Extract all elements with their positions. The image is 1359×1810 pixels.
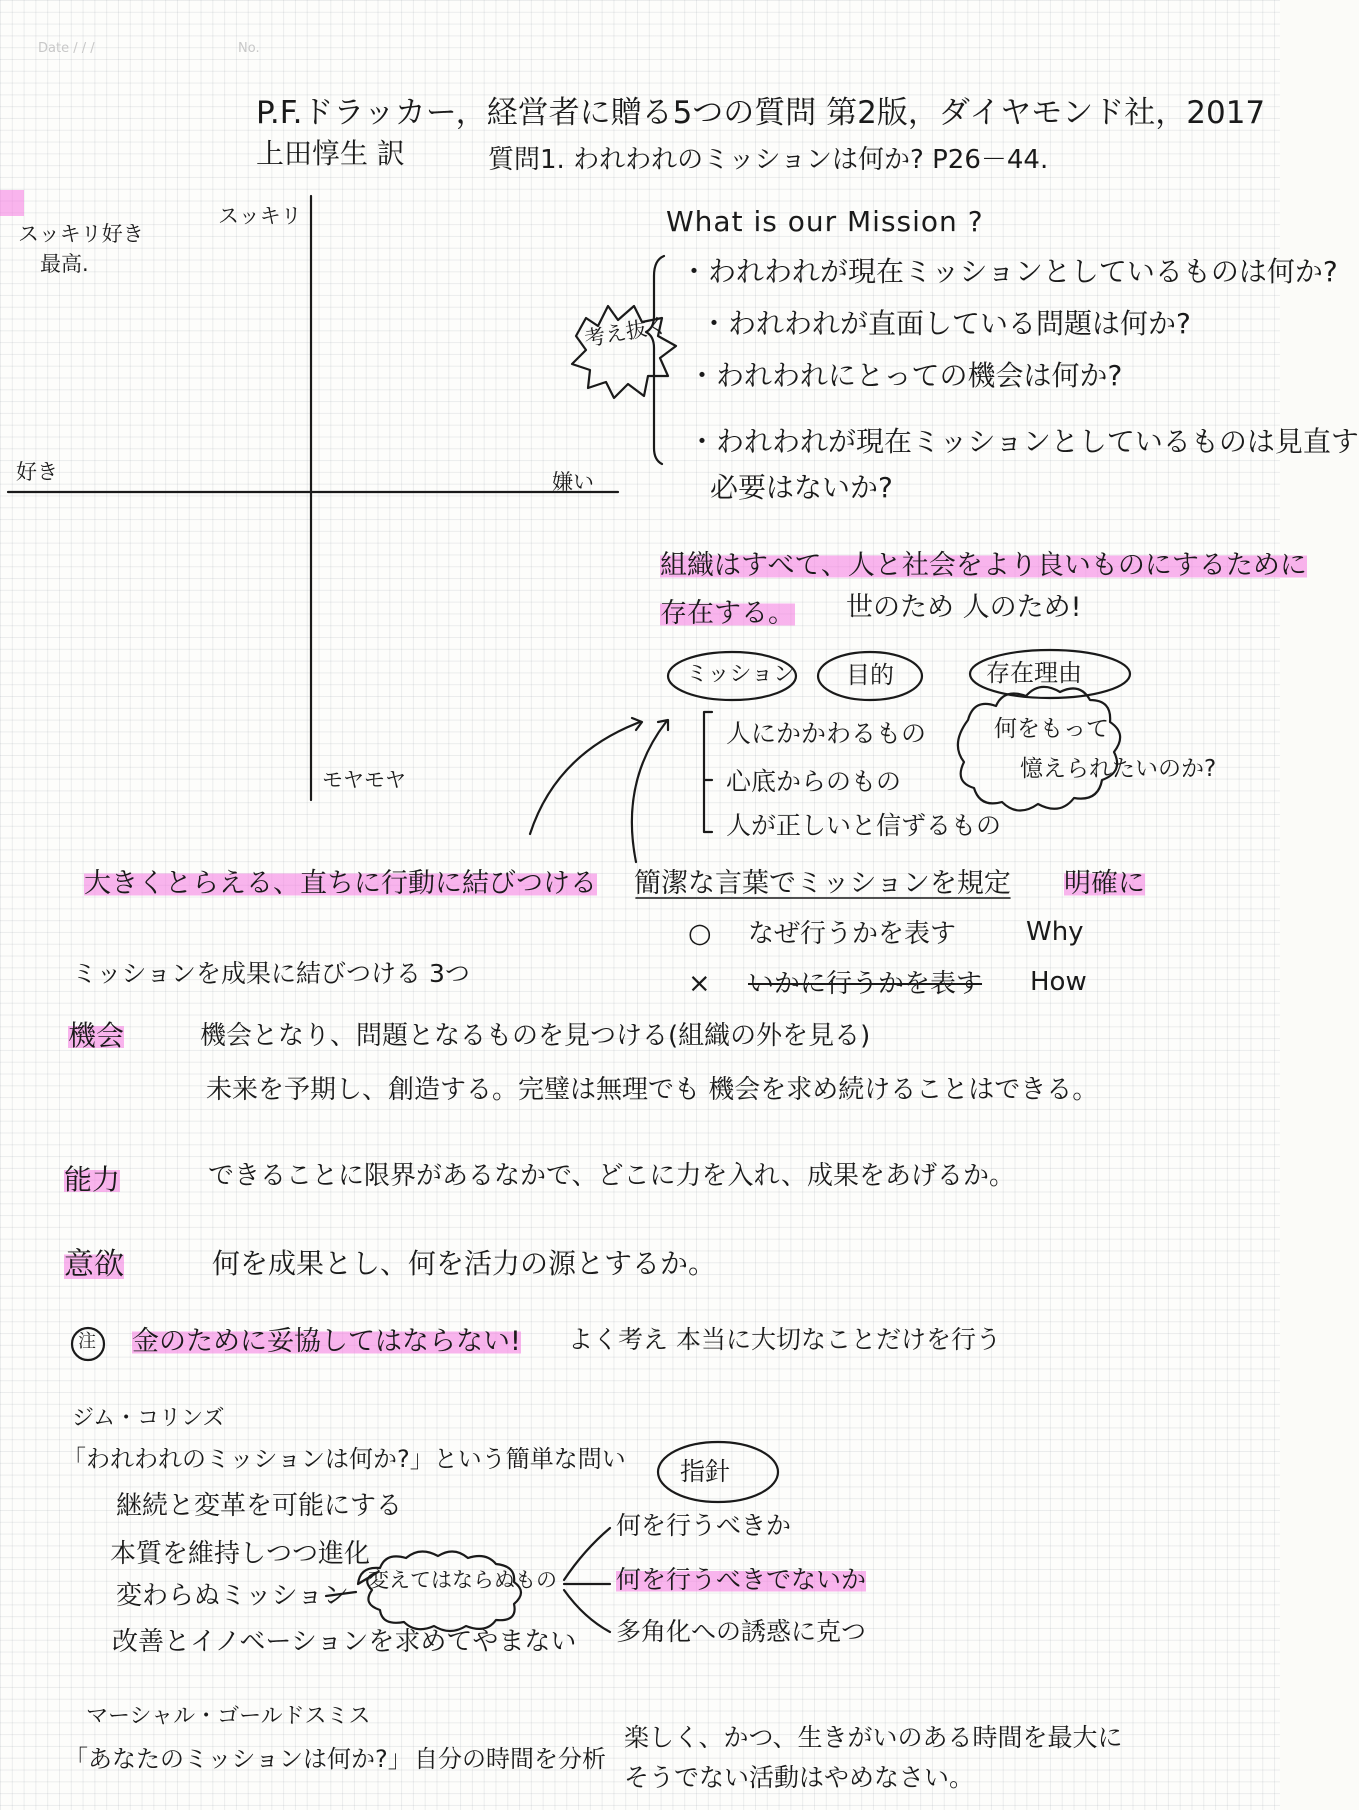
organization-line-2: 存在する。 [660,598,795,629]
matrix-right-label: 嫌い [552,470,594,494]
questions-title: What is our Mission ? [666,205,984,238]
branch-down [564,1590,610,1632]
matrix-top-label: スッキリ [218,204,302,228]
cloud-line-2: 憶えられたいのか? [1020,756,1217,782]
translator-line: 上田惇生 訳 [256,137,405,170]
reason-cloud [958,687,1120,811]
why-label: Why [1026,917,1084,947]
matrix-left-label: 好き [16,460,58,484]
note-rest: よく考え 本当に大切なことだけを行う [568,1325,1001,1354]
action-left: 大きくとらえる、直ちに行動に結びつける [84,868,597,899]
arrow-left [530,722,640,834]
question-item-3: ・われわれにとっての機会は何か? [688,359,1123,392]
collins-line-1: 継続と変革を可能にする [116,1491,403,1521]
cloud-line-1: 何をもって [994,716,1109,742]
matrix-corner-note-2: 最高. [40,252,89,276]
note-highlight: 金のために妥協してはならない! [132,1326,521,1357]
action-middle: 簡潔な言葉でミッションを規定 [634,868,1011,899]
results-heading: ミッションを成果に結びつける 3つ [72,959,470,988]
goldsmith-quote: 「あなたのミッションは何か?」 [64,1745,412,1773]
action-right: 明確に [1064,868,1145,899]
circle-mark: ○ [688,918,712,949]
guide-oval [658,1442,778,1502]
term-item-2: 心底からのもの [726,767,902,796]
collins-line-3: 変わらぬミッション [116,1581,349,1611]
goldsmith-name: マーシャル・ゴールドスミス [86,1704,371,1729]
matrix-corner-note-1: スッキリ好き [18,222,144,246]
think-bubble [572,306,676,398]
guide-branch-1: 何を行うべきか [616,1511,792,1540]
goldsmith-analysis: 自分の時間を分析 [414,1745,606,1773]
collins-center-cloud: 変えてはならぬもの [368,1568,557,1592]
result-opportunity-line-2: 未来を予期し、創造する。完璧は無理でも 機会を求め続けることはできる。 [206,1075,1099,1105]
collins-quote: 「われわれのミッションは何か?」という簡単な問い [62,1445,626,1473]
guide-label: 指針 [680,1457,731,1486]
how-label: How [1030,967,1087,997]
items-bracket [704,712,712,832]
note-mark: 注 [78,1331,96,1352]
guide-branch-2: 何を行うべきでないか [616,1565,867,1594]
question-item-2: ・われわれが直面している問題は何か? [700,307,1191,340]
term-item-3: 人が正しいと信ずるもの [726,811,1002,840]
term-mission: ミッション [686,662,796,687]
term-item-1: 人にかかわるもの [726,719,927,748]
collins-line-4: 改善とイノベーションを求めてやまない [112,1627,577,1657]
term-purpose: 目的 [846,661,894,689]
term-reason: 存在理由 [986,659,1082,687]
arrow-right [632,722,666,862]
goldsmith-line-2: そうでない活動はやめなさい。 [624,1763,975,1792]
matrix-bottom-label: モヤモヤ [322,768,406,792]
number-field-label: No. [238,41,260,56]
result-opportunity-line-1: 機会となり、問題となるものを見つける(組織の外を見る) [200,1021,871,1051]
question-item-4: ・われわれが現在ミッションとしているものは見直す [688,425,1359,458]
oval-reason [970,650,1130,698]
guide-branch-3: 多角化への誘惑に克つ [616,1617,867,1646]
date-field-label: Date / / / [38,41,95,56]
question-line: 質問1. われわれのミッションは何か? P26－44. [488,145,1049,175]
result-label-opportunity: 機会 [68,1019,125,1052]
question-item-5: 必要はないか? [710,471,893,504]
goldsmith-line-1: 楽しく、かつ、生きがいのある時間を最大に [624,1723,1123,1752]
citation-line: P.F.ドラッカー，経営者に贈る5つの質問 第2版，ダイヤモンド社，2017 [256,95,1266,131]
oval-purpose [818,652,922,700]
organization-line-1: 組織はすべて、人と社会をより良いものにするために [660,550,1307,581]
think-bubble-label: 考え抜く [582,312,670,352]
collins-line-2: 本質を維持しつつ進化 [110,1539,371,1569]
center-link [326,1592,356,1596]
note-circle [72,1328,104,1360]
result-ability-line-1: できることに限界があるなかで、どこに力を入れ、成果をあげるか。 [208,1161,1016,1191]
result-label-motivation: 意欲 [64,1247,124,1282]
organization-note: 世のため 人のため! [846,592,1082,623]
circle-text: なぜ行うかを表す [748,919,957,949]
result-label-ability: 能力 [64,1163,121,1196]
collins-name: ジム・コリンズ [72,1406,225,1431]
branch-up [564,1528,610,1580]
cross-mark: × [688,968,711,999]
oval-mission [668,652,796,700]
result-motivation-line-1: 何を成果とし、何を活力の源とするか。 [212,1247,717,1280]
cross-text: いかに行うかを表す [748,969,983,999]
question-item-1: ・われわれが現在ミッションとしているものは何か? [680,255,1338,288]
center-cloud [358,1551,521,1631]
